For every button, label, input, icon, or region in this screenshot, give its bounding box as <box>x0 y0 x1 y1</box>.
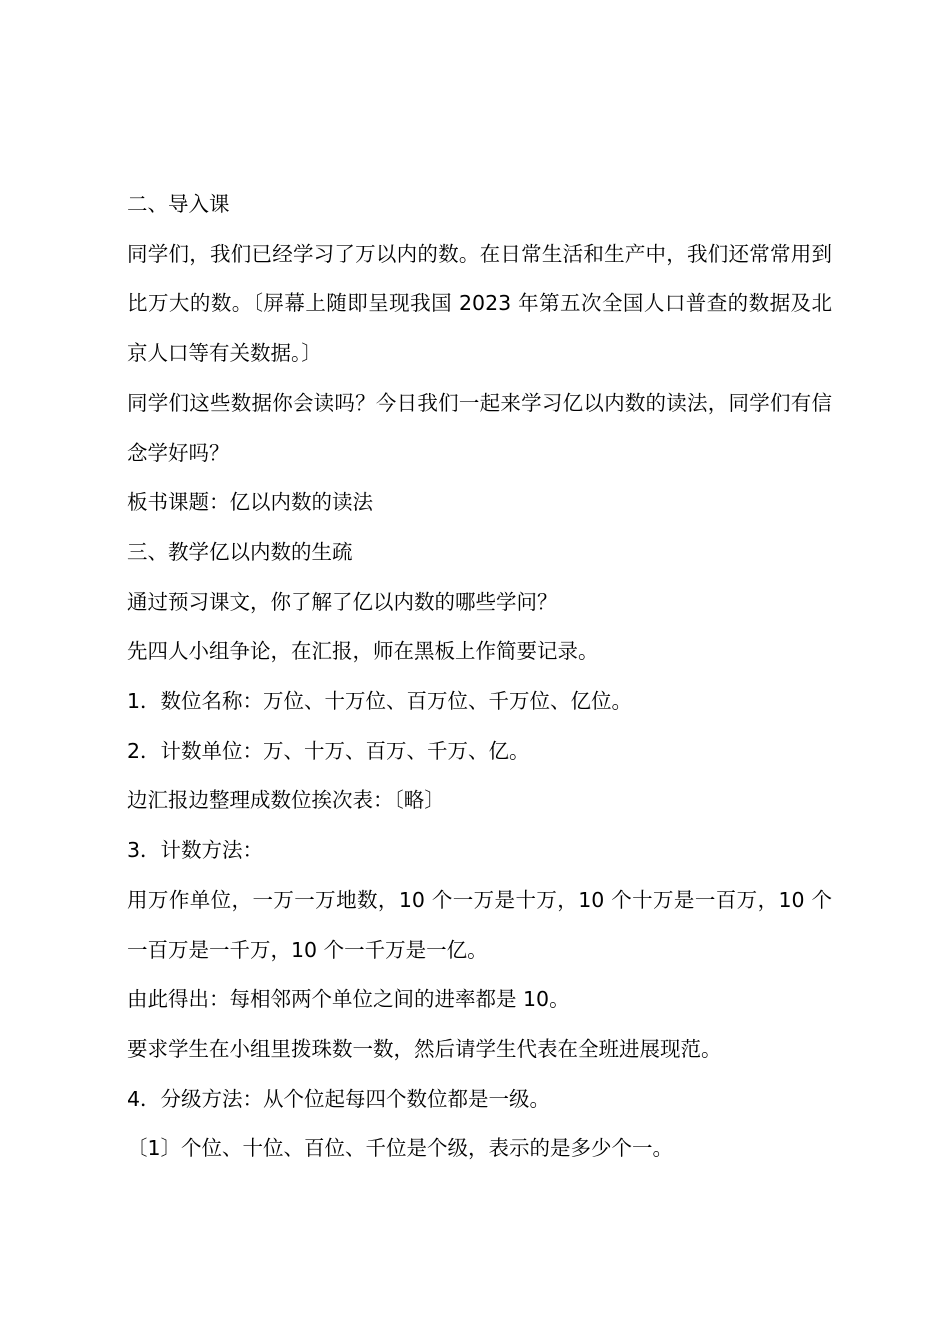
list-item-place-names: 1．数位名称：万位、十万位、百万位、千万位、亿位。 <box>127 689 633 714</box>
paragraph-group-discussion: 先四人小组争论，在汇报，师在黑板上作简要记录。 <box>127 639 599 664</box>
paragraph-counting-explanation: 用万作单位，一万一万地数，10 个一万是十万，10 个十万是一百万，10 个一百万是一千万，10 个一千万是一亿。 <box>127 887 832 962</box>
paragraph-board-title: 板书课题：亿以内数的读法 <box>127 490 373 515</box>
paragraph-question: 同学们这些数据你会读吗？今日我们一起来学习亿以内数的读法，同学们有信念学好吗？ <box>127 390 832 465</box>
paragraph-place-table: 边汇报边整理成数位挨次表：〔略〕 <box>127 788 445 813</box>
document-body <box>127 180 832 1174</box>
section-heading-intro: 二、导入课 <box>127 192 230 216</box>
list-item-counting-method: 3．计数方法： <box>127 838 264 863</box>
list-item-units-group: 〔1〕个位、十位、百位、千位是个级，表示的是多少个一。 <box>127 1136 674 1161</box>
paragraph-conclusion: 由此得出：每相邻两个单位之间的进率都是 10。 <box>127 987 570 1012</box>
section-heading-teaching: 三、教学亿以内数的生疏 <box>127 539 353 564</box>
paragraph-abacus-practice: 要求学生在小组里拨珠数一数，然后请学生代表在全班进展现范。 <box>127 1036 722 1061</box>
list-item-grouping-method: 4．分级方法：从个位起每四个数位都是一级。 <box>127 1086 551 1111</box>
paragraph-preview: 通过预习课文，你了解了亿以内数的哪些学问？ <box>127 589 558 614</box>
paragraph-intro-text: 同学们，我们已经学习了万以内的数。在日常生活和生产中，我们还常常用到比万大的数。〔屏幕上随即呈现我国 2023 年第五次全国人口普查的数据及北京人口等有关数据。〕 <box>127 241 832 366</box>
list-item-counting-units: 2．计数单位：万、十万、百万、千万、亿。 <box>127 738 530 763</box>
